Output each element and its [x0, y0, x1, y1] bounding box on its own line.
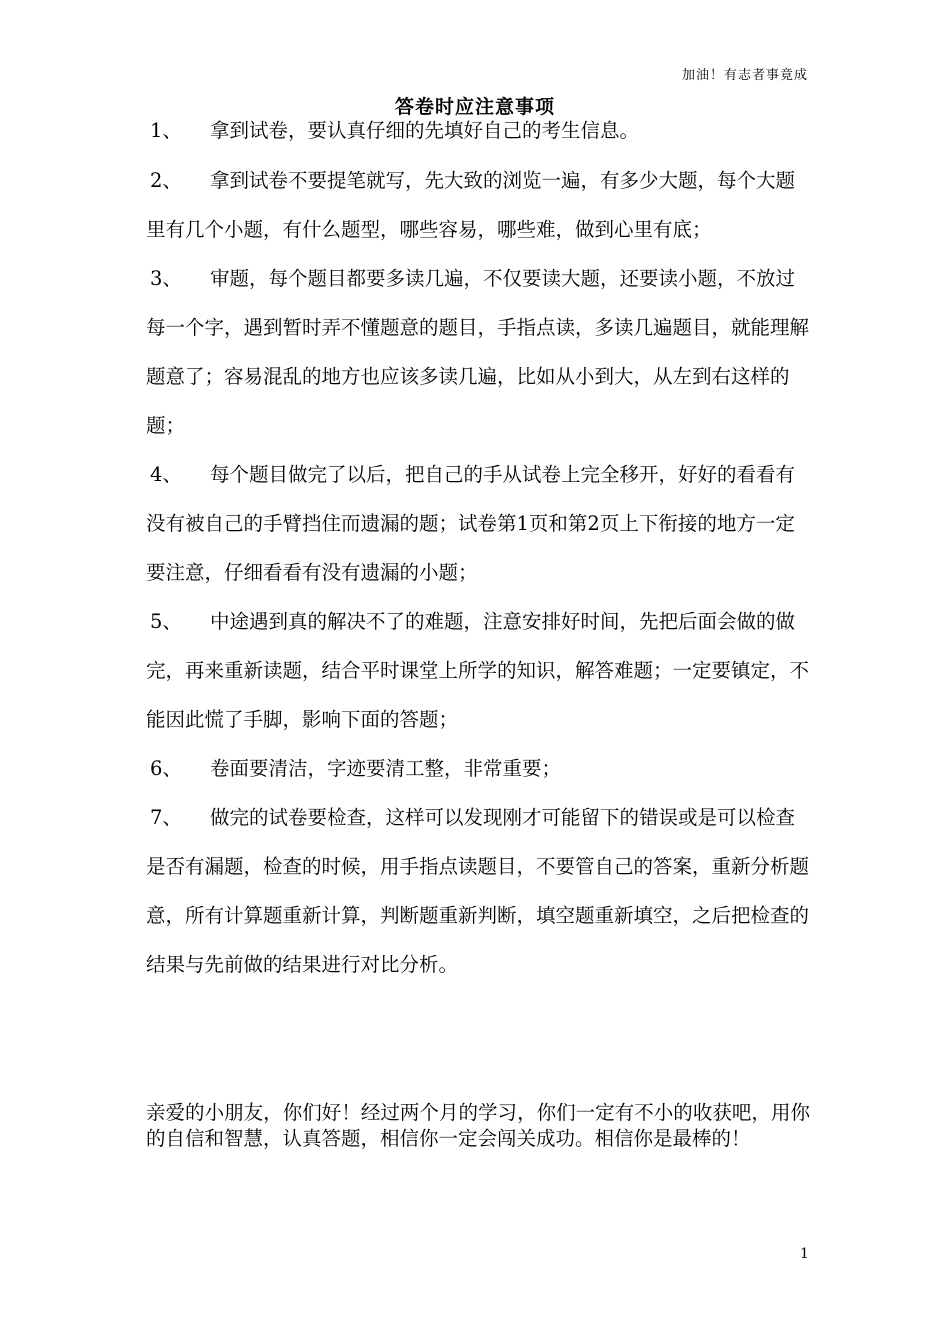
item-number: 5、 [150, 610, 182, 633]
header-motto: 加油！有志者事竟成 [681, 68, 808, 83]
item-text: 中途遇到真的解决不了的难题，注意安排好时间，先把后面会做的做完，再来重新读题，结合平时课堂上所学的知识，解答难题；一定要镇定，不能因此慌了手脚，影响下面的答题； [146, 610, 810, 731]
item-number: 2、 [150, 169, 182, 192]
item-number: 3、 [150, 267, 182, 290]
instruction-item-1 [146, 114, 810, 148]
page-title: 答卷时应注意事项 [394, 96, 555, 118]
instructions-list [146, 114, 810, 989]
item-text: 审题，每个题目都要多读几遍，不仅要读大题，还要读小题，不放过每一个字，遇到暂时弄不懂题意的题目，手指点读，多读几遍题目，就能理解题意了；容易混乱的地方也应该多读几遍，比如从小到大，从左到右这样的题； [146, 267, 810, 437]
instruction-item-6 [146, 744, 810, 793]
item-number: 1、 [150, 119, 182, 142]
item-number: 7、 [150, 806, 182, 829]
item-number: 4、 [150, 463, 182, 486]
item-text: 拿到试卷不要提笔就写，先大致的浏览一遍，有多少大题，每个大题里有几个小题，有什么题型，哪些容易，哪些难，做到心里有底； [146, 169, 796, 241]
item-text: 每个题目做完了以后，把自己的手从试卷上完全移开，好好的看看有没有被自己的手臂挡住而遗漏的题；试卷第1页和第2页上下衔接的地方一定要注意，仔细看看有没有遗漏的小题； [146, 463, 796, 584]
page-number: 1 [800, 1246, 809, 1262]
instruction-item-7 [146, 793, 810, 989]
instruction-item-3 [146, 254, 810, 450]
item-text: 做完的试卷要检查，这样可以发现刚才可能留下的错误或是可以检查是否有漏题，检查的时候，用手指点读题目，不要管自己的答案，重新分析题意，所有计算题重新计算，判断题重新判断，填空题重新填空，之后把检查的结果与先前做的结果进行对比分析。 [146, 806, 810, 976]
item-text: 拿到试卷，要认真仔细的先填好自己的考生信息。 [210, 119, 640, 142]
instruction-item-5 [146, 597, 810, 744]
closing-message: 亲爱的小朋友，你们好！经过两个月的学习，你们一定有不小的收获吧，用你的自信和智慧，认真答题，相信你一定会闯关成功。相信你是最棒的！ [146, 1101, 810, 1150]
instruction-item-4 [146, 450, 810, 597]
item-number: 6、 [150, 757, 182, 780]
instruction-item-2 [146, 156, 810, 254]
item-text: 卷面要清洁，字迹要清工整，非常重要； [210, 757, 562, 780]
